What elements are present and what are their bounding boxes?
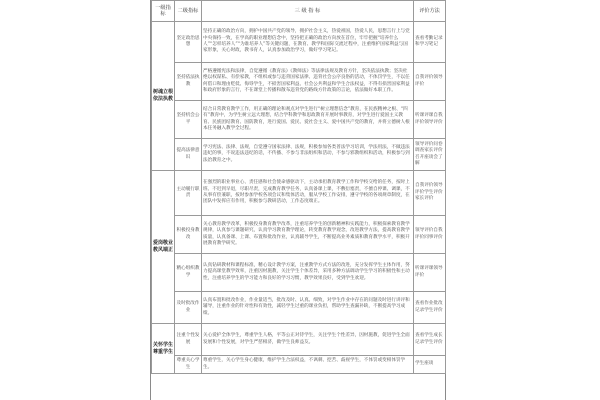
table-row: [152, 356, 446, 374]
evaluation-cell: 自我评价领导评价: [414, 63, 446, 101]
evaluation-cell: 领导评价问卷调查家长评价召开座谈会了解: [414, 139, 446, 171]
level1-cell: 树魂立根依法执教: [152, 22, 175, 171]
level2-cell: 精心组织教学: [175, 254, 202, 292]
standard-cell: 尊重学生，关心学生身心健康，维护学生合法权益，不讽刺、挖苦、歧视学生，不体罚或变相体罚学生。: [202, 356, 414, 374]
evaluation-cell: 查看作业批改记录学生评价: [414, 292, 446, 324]
header-evaluation: 评价方法: [414, 1, 446, 22]
table-row: [152, 101, 446, 139]
table-row: [152, 216, 446, 254]
header-level2: 二级指标: [175, 1, 202, 22]
level1-cell: 关怀学生尊重学生: [152, 324, 175, 374]
table-row: [152, 63, 446, 101]
standard-cell: 认真钻研教材和课程标准，精心设计教学方案，注重教学方式方法的改进，充分发挥学生主体作用，努力提高课堂教学效率，注重因材施教，关注学生个体差异，采用多种方法调动学生学习的积极性和主动性，注重培养学生的学习能力和良好的学习习惯，教学效果良好，受到学生欢迎。: [202, 254, 414, 292]
level2-cell: 坚持机会公平: [175, 101, 202, 139]
standard-cell: 严格遵循宪法和法律，自觉遵循《教育法》《教师法》等法律法规及教育方针，坚决依法执教；坚决杜绝以权谋私、有偿家教，不组织或参与违背国家法律、违背社会公序良俗的活动，不体罚学生，不以任何借口和理由贬低、侮辱学生，不损害国家利益、社会公共利益和学生合法权益，不得有损害国家利益和政府形象的言行，不在课堂上传播和散布违背党的路线方针政策的言论，依法做好本职工作。: [202, 63, 414, 101]
evaluation-cell: 听课评课领导评价: [414, 254, 446, 292]
table-row: [152, 139, 446, 171]
evaluation-cell: 学生座谈: [414, 356, 446, 374]
level2-cell: 注重个性发展: [175, 324, 202, 356]
standard-cell: 关心爱护全体学生，尊重学生人格，平等公正对待学生，关注学生个性差异，因材施教，促进学生全面发展和个性发展，对学生严慈相济，做学生良师益友。: [202, 324, 414, 356]
standard-cell: 结合日常教育教学工作，用正确的理论和观点对学生进行“树立理想信念”教育，在民族精神之根、“四有”教育中，为学生树立远大理想，结合学科教学和思政教育开展时事教育，对学生进行爱国主义教育、民族团结教育、国防教育，进行爱国、爱民、爱社会主义、爱中国共产党的教育，并将立德树人根本任务融入教学全过程。: [202, 101, 414, 139]
evaluation-table: [151, 0, 446, 374]
table-header-row: [152, 1, 446, 22]
evaluation-cell: 领导评价自我评价同事评价: [414, 216, 446, 254]
standard-cell: 关心教育教学改革，积极投身教育教学改革，注重培养学生的创新精神和实践能力，积极探索教育教学规律，认真参与课题研究，认真学习教育教学理论，转变教育教学观念，改进教学方法，提高教育教学质量，认真备课、上课、布置和批改作业，认真辅导学生，不断提高业务素质和教育教学水平，积极开展教育教学研究。: [202, 216, 414, 254]
level2-cell: 及时批改作业: [175, 292, 202, 324]
document-page: [150, 0, 446, 400]
evaluation-cell: 自我评价领导评价学生评价家长评价: [414, 171, 446, 216]
level2-cell: 坚定政治思想: [175, 22, 202, 63]
table-row: [152, 292, 446, 324]
standard-cell: 坚持正确的政治方向，拥护中国共产党的领导，拥护社会主义，热爱祖国，热爱人民，思想言行上与党中央保持一致，在学高的职业理想信念中，坚持把正确的政治方向放在首位，牢牢把握“培养什么人”“怎样培养人”“为谁培养人”等关键问题，在教育、教学和国际交流过程中，注重维护国家利益与国家形象，关心时政，教书育人，认真参加政治学习，做好学习笔记。: [202, 22, 414, 63]
header-level3: 三 级 指 标: [202, 1, 414, 22]
level2-cell: 尊重关心学生: [175, 356, 202, 374]
table-row: [152, 254, 446, 292]
standard-cell: 在强烈的职业事业心、责任感和社会使命感驱动下，主动承担教育教学工作和学校交给的任务，按时上班、不迟到早退，尽职尽责，完成教育教学任务，认真备课上课，不敷衍塞责，不擅自停课、调课，不从事有偿兼职，按时参加学校各项会议和集体活动，服从学校工作安排，遵守学校的各项规章制度，在团队中发挥应有作用，积极参与教研活动，工作态度端正。: [202, 171, 414, 216]
level2-cell: 坚持依法执教: [175, 63, 202, 101]
table-row: [152, 171, 446, 216]
standard-cell: 认真布置和批改作业，作业量适当，批改及时、认真、细致，对学生作业中存在的问题及时进行讲评和辅导，注重作业的针对性和有效性，减轻学生过重的课业负担，帮助学生查漏补缺，不断提高学习成绩。: [202, 292, 414, 324]
level1-cell: 爱岗敬业教风端正: [152, 171, 175, 324]
table-row: [152, 22, 446, 63]
evaluation-cell: 查看学生成长记录学生评价: [414, 324, 446, 356]
level2-cell: 提高法律意识: [175, 139, 202, 171]
header-level1: 一级指标: [152, 1, 175, 22]
evaluation-cell: 查看考勤记录和学习笔记: [414, 22, 446, 63]
evaluation-cell: 听课评课自我评价领导评价: [414, 101, 446, 139]
table-row: [152, 324, 446, 356]
level2-cell: 积极投身教改: [175, 216, 202, 254]
standard-cell: 学习宪法、法律、法规，自觉遵守国家法律、法规，积极参加各类普法学习培训，学法用法，不做违法违纪的事，不说违法违纪的话，不传播、不参与非法组织和活动，不参与邪教组织和活动，积极参与到法治教育之中。: [202, 139, 414, 171]
level2-cell: 主动履行职责: [175, 171, 202, 216]
